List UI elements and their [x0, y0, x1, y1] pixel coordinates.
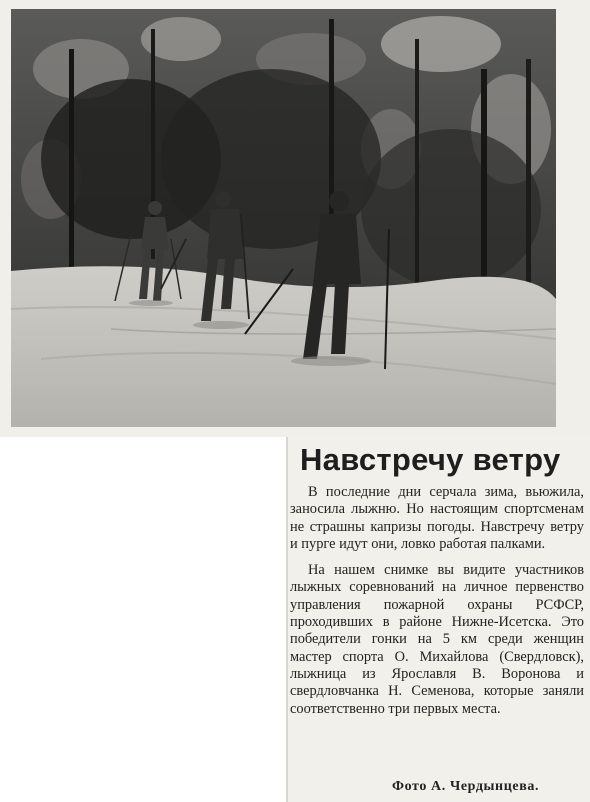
skiers-photo [11, 9, 556, 427]
article-paragraph: На нашем снимке вы видите участников лыжных соревнований на личное первенство управления пожарной охраны РСФСР, проходивших в районе Нижне-Исетска. Это победители гонки на 5 км среди женщин мастер спорта О. Михайлова (Свердловск), лыжница из Ярославля В. Воронова и свердловчанка Н. Семенова, которые заняли соответственно три первых места. [290, 562, 584, 717]
article-headline: Навстречу ветру [300, 442, 561, 477]
photo-credit: Фото А. Чердынцева. [392, 779, 540, 794]
article-paragraph: В последние дни серчала зима, вьюжила, заносила лыжню. Но настоящим спортсменам не страшны капризы погоды. Навстречу ветру и пурге идут они, ловко работая палками. [290, 484, 584, 552]
article-body [290, 484, 584, 718]
